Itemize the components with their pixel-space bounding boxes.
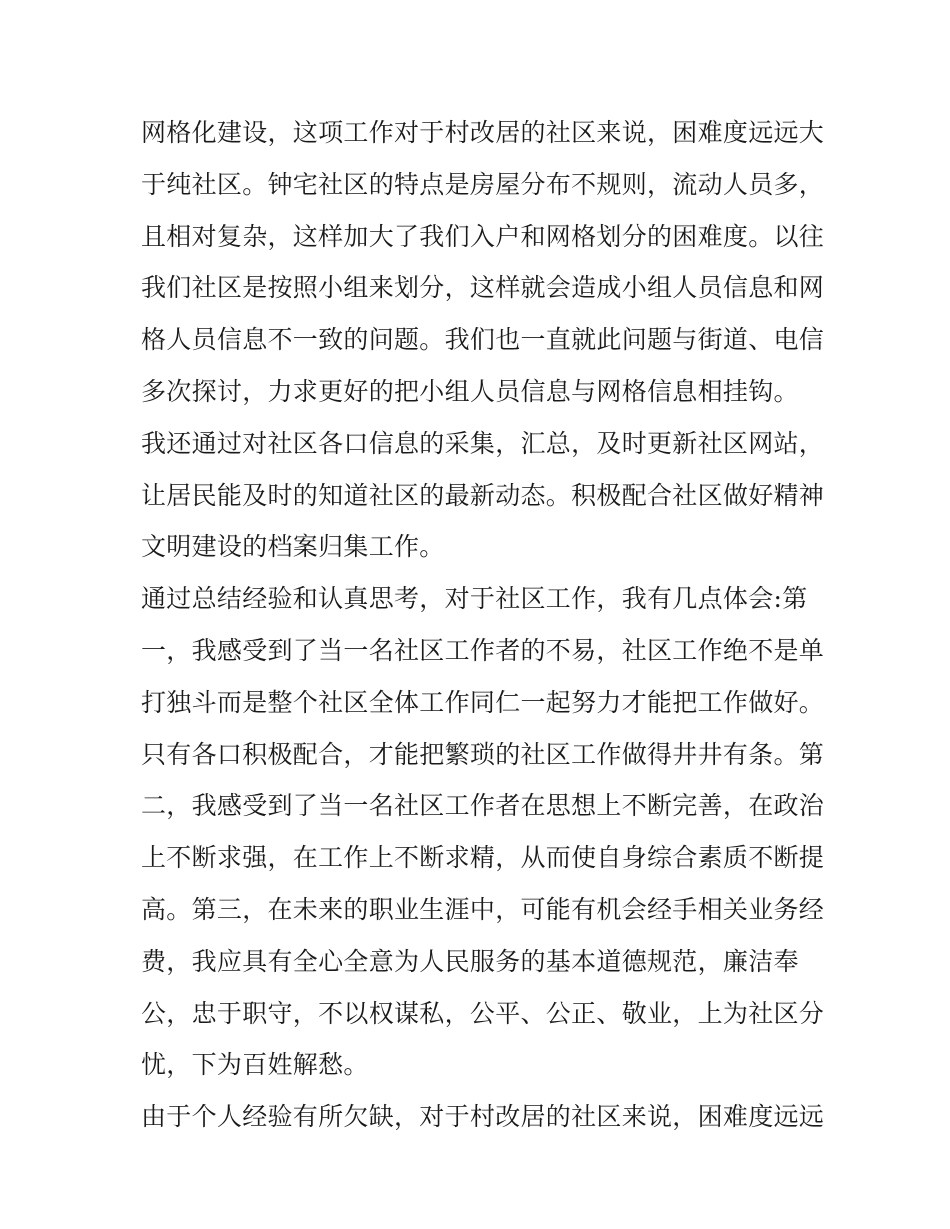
text-line: 公，忠于职守，不以权谋私，公平、公正、敬业，上为社区分 [141,998,825,1028]
text-line: 一，我感受到了当一名社区工作者的不易，社区工作绝不是单 [141,635,825,665]
text-line: 高。第三，在未来的职业生涯中，可能有机会经手相关业务经 [141,894,825,924]
text-line: 网格化建设，这项工作对于村改居的社区来说，困难度远远大 [141,118,825,147]
body-text [141,107,825,1143]
text-line: 我还通过对社区各口信息的采集，汇总，及时更新社区网站， [141,428,825,458]
text-line: 于纯社区。钟宅社区的特点是房屋分布不规则，流动人员多， [141,169,825,199]
text-line: 忧，下为百姓解愁。 [141,1050,369,1080]
text-line: 打独斗而是整个社区全体工作同仁一起努力才能把工作做好。 [141,687,825,717]
text-line: 格人员信息不一致的问题。我们也一直就此问题与街道、电信 [141,325,825,355]
text-line: 多次探讨，力求更好的把小组人员信息与网格信息相挂钩。 [141,376,799,406]
text-line: 且相对复杂，这样加大了我们入户和网格划分的困难度。以往 [141,221,825,251]
text-line: 通过总结经验和认真思考，对于社区工作，我有几点体会:第 [141,584,808,614]
text-line: 费，我应具有全心全意为人民服务的基本道德规范，廉洁奉 [141,946,799,976]
text-line: 只有各口积极配合，才能把繁琐的社区工作做得井井有条。第 [141,739,825,769]
text-line: 二，我感受到了当一名社区工作者在思想上不断完善，在政治 [141,791,825,821]
text-line: 文明建设的档案归集工作。 [141,532,445,562]
text-line: 我们社区是按照小组来划分，这样就会造成小组人员信息和网 [141,273,825,303]
text-line: 由于个人经验有所欠缺，对于村改居的社区来说，困难度远远 [141,1102,825,1132]
text-line: 上不断求强，在工作上不断求精，从而使自身综合素质不断提 [141,843,825,873]
text-line: 让居民能及时的知道社区的最新动态。积极配合社区做好精神 [141,480,825,510]
